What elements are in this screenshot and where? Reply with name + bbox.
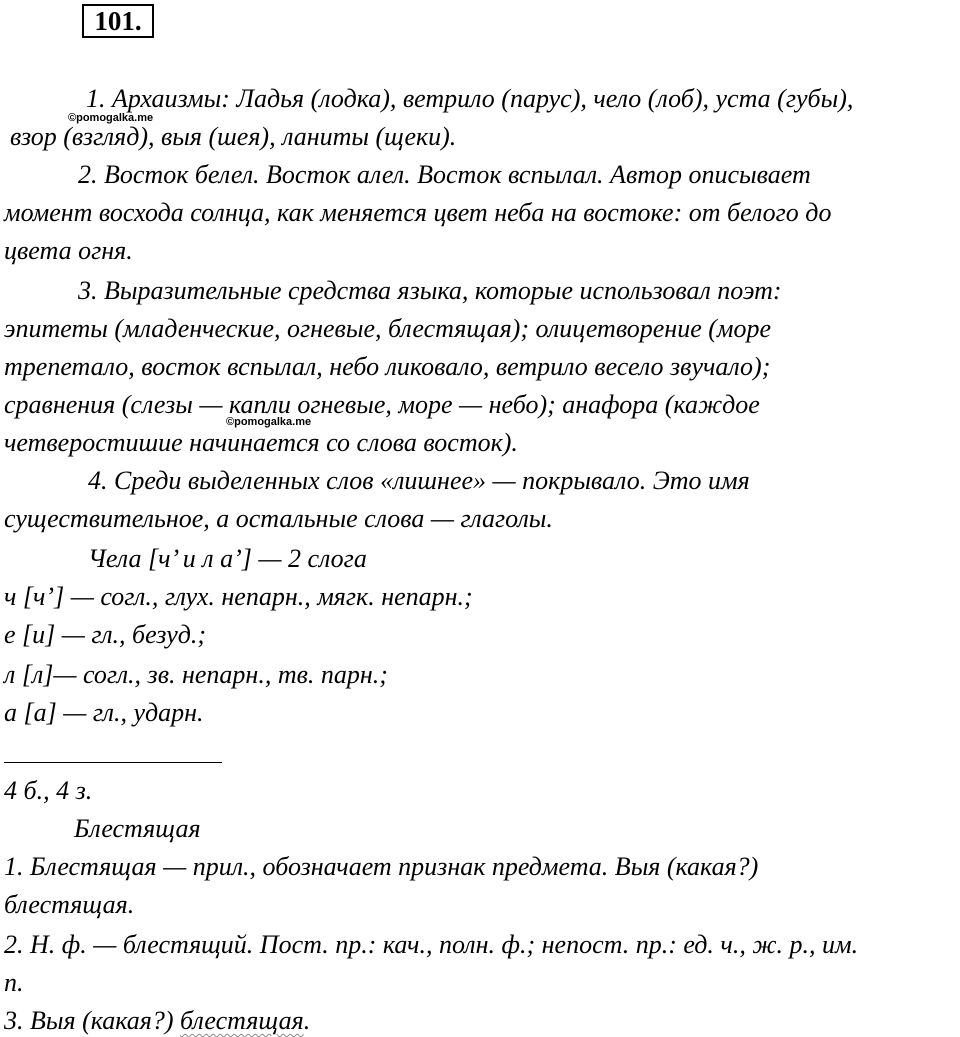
paragraph-1-line-2: взор (взгляд), выя (шея), ланиты (щеки). [10, 122, 457, 151]
paragraph-4-line-1: 4. Среди выделенных слов «лишнее» — покрывало. Это имя [88, 466, 750, 495]
phonetic-heading: Чела [ч’ и л а’] — 2 слога [88, 544, 367, 573]
morphology-point-1-line-2: блестящая. [4, 890, 135, 919]
paragraph-4-line-2: существительное, а остальные слова — глаголы. [4, 504, 553, 533]
final-period: . [303, 1006, 311, 1035]
morphology-point-1-line-1: 1. Блестящая — прил., обозначает признак предмета. Выя (какая?) [4, 852, 759, 881]
phonetic-row-e: е [и] — гл., безуд.; [4, 620, 207, 649]
paragraph-3-line-5: четверостишие начинается со слова восток). [4, 428, 518, 457]
morphology-point-2-line-2: п. [4, 968, 24, 997]
letters-sounds-count: 4 б., 4 з. [4, 776, 93, 805]
paragraph-3-line-4: сравнения (слезы — капли огневые, море — небо); анафора (каждое [4, 390, 760, 419]
divider-line [4, 762, 222, 763]
paragraph-2-line-2: момент восхода солнца, как меняется цвет неба на востоке: от белого до [4, 198, 832, 227]
morphology-point-3-text: 3. Выя (какая?) [4, 1006, 181, 1035]
morphology-point-2-line-1: 2. Н. ф. — блестящий. Пост. пр.: кач., полн. ф.; непост. пр.: ед. ч., ж. р., им. [4, 930, 859, 959]
paragraph-2-line-1: 2. Восток белел. Восток алел. Восток вспылал. Автор описывает [78, 160, 811, 189]
morphology-heading: Блестящая [74, 814, 201, 843]
phonetic-row-l: л [л]— согл., зв. непарн., тв. парн.; [4, 660, 388, 689]
morphology-point-3 [4, 1006, 310, 1036]
paragraph-3-line-1: 3. Выразительные средства языка, которые использовал поэт: [78, 276, 782, 305]
paragraph-3-line-2: эпитеты (младенческие, огневые, блестящая); олицетворение (море [4, 314, 772, 343]
paragraph-2-line-3: цвета огня. [4, 236, 133, 265]
phonetic-row-ch: ч [ч’] — согл., глух. непарн., мягк. непарн.; [4, 582, 473, 611]
task-number: 101. [82, 4, 154, 38]
watermark-top: ©pomogalka.me [68, 112, 154, 124]
paragraph-1-line-1: 1. Архаизмы: Ладья (лодка), ветрило (парус), чело (лоб), уста (губы), [86, 84, 854, 113]
phonetic-row-a: а [а] — гл., ударн. [4, 698, 204, 727]
underlined-word: блестящая [180, 1006, 304, 1035]
watermark-middle: ©pomogalka.me [226, 416, 312, 428]
paragraph-3-line-3: трепетало, восток вспылал, небо ликовало, ветрило весело звучало); [4, 352, 771, 381]
